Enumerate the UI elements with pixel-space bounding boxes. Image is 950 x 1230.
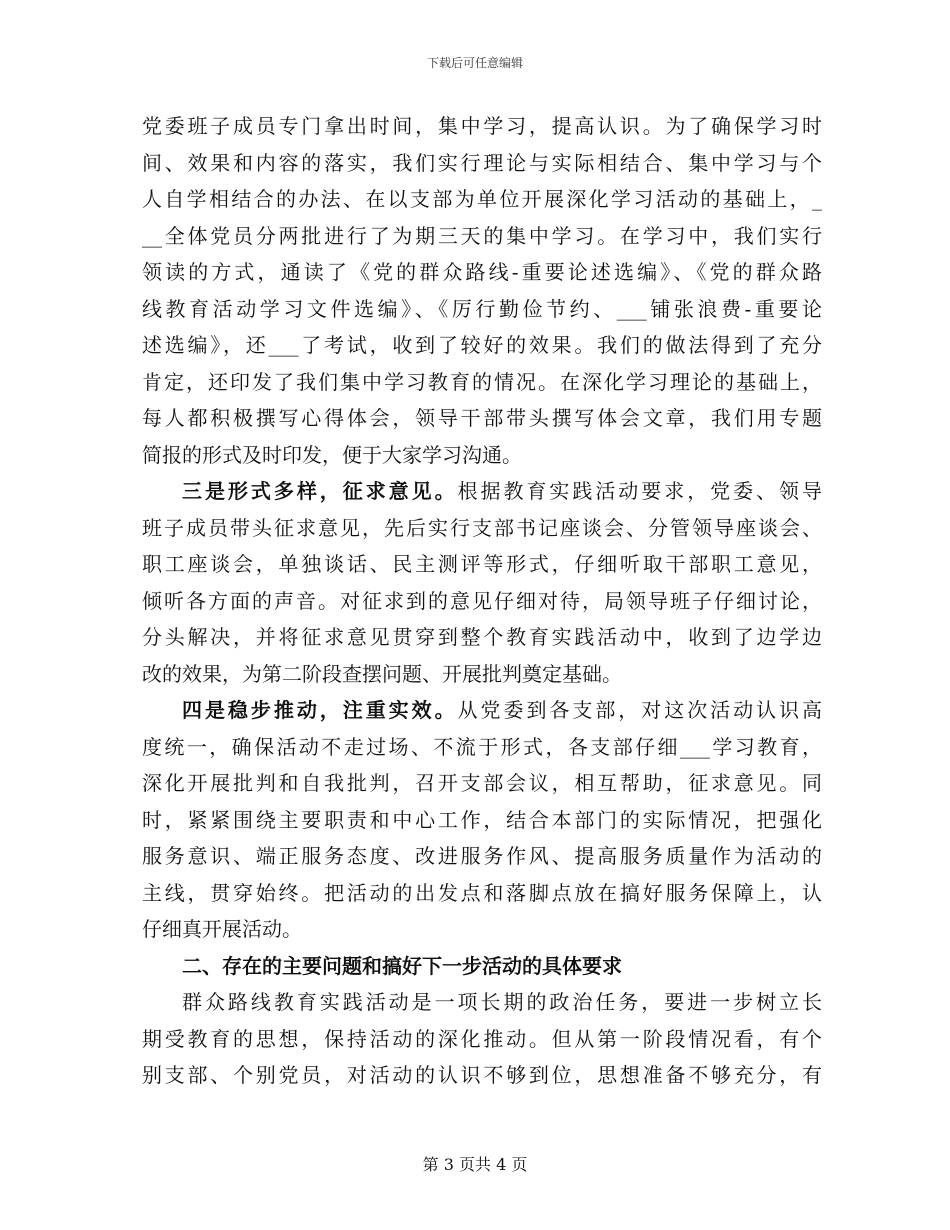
paragraph-lead-rest: 根据教育实践活动要求，党委、领导 [457,479,822,503]
text-line [142,473,822,510]
text-line: 班子成员带头征求意见，先后实行支部书记座谈会、分管领导座谈会、 [142,515,822,540]
text-line: 间、效果和内容的落实，我们实行理论与实际相结合、集中学习与个 [142,150,822,175]
text-line: 倾听各方面的声音。对征求到的意见仔细对待，局领导班子仔细讨论， [142,588,822,613]
section-heading: 二、存在的主要问题和搞好下一步活动的具体要求 [182,953,622,978]
text-line: 线教育活动学习文件选编》、《厉行勤俭节约、___铺张浪费-重要论 [142,296,822,321]
text-line: 期受教育的思想，保持活动的深化推动。但从第一阶段情况看，有个 [142,1026,822,1051]
text-line: 别支部、个别党员，对活动的认识不够到位，思想准备不够充分，有 [142,1063,822,1087]
text-line: 人自学相结合的办法、在以支部为单位开展深化学习活动的基础上，_ [142,187,822,211]
text-line: __全体党员分两批进行了为期三天的集中学习。在学习中，我们实行 [142,223,822,248]
text-line: 每人都积极撰写心得体会，领导干部带头撰写体会文章，我们用专题 [142,406,822,430]
paragraph-opinions [142,473,822,692]
document-body [142,108,822,1094]
text-line: 肯定，还印发了我们集中学习教育的情况。在深化学习理论的基础上， [142,369,822,394]
text-line: 分头解决，并将征求意见贯穿到整个教育实践活动中，收到了边学边 [142,625,822,649]
text-line: 时，紧紧围绕主要职责和中心工作，结合本部门的实际情况，把强化 [142,807,822,832]
text-line: 深化开展批判和自我批判，召开支部会议，相互帮助，征求意见。同 [142,771,822,795]
text-line: 主线，贯穿始终。把活动的出发点和落脚点放在搞好服务保障上，认 [142,880,822,905]
paragraph-lead-rest: 从党委到各支部，对这次活动认识高 [457,698,822,722]
paragraph-study [142,108,822,473]
paragraph-problems [142,984,822,1094]
text-line: 述选编》，还___了考试，收到了较好的效果。我们的做法得到了充分 [142,333,822,357]
text-line: 简报的形式及时印发，便于大家学习沟通。 [142,442,522,467]
text-line: 服务意识、端正服务态度、改进服务作风、提高服务质量作为活动的 [142,844,822,868]
text-line: 改的效果，为第二阶段查摆问题、开展批判奠定基础。 [142,661,622,686]
paragraph-progress [142,692,822,948]
text-line [142,692,822,729]
page-footer: 第 3 页共 4 页 [422,1155,528,1174]
text-line: 职工座谈会，单独谈话、民主测评等形式，仔细听取干部职工意见， [142,552,822,576]
text-line: 领读的方式，通读了《党的群众路线-重要论述选编》、《党的群众路 [142,260,822,284]
page-header: 下载后可任意编辑 [426,56,523,70]
paragraph-lead: 三是形式多样，征求意见。 [182,479,458,503]
text-line: 党委班子成员专门拿出时间，集中学习，提高认识。为了确保学习时 [142,114,822,138]
text-line: 度统一，确保活动不走过场、不流于形式，各支部仔细___学习教育， [142,734,822,759]
text-line: 群众路线教育实践活动是一项长期的政治任务，要进一步树立长 [182,990,822,1014]
paragraph-lead: 四是稳步推动，注重实效。 [182,698,458,722]
text-line: 仔细真开展活动。 [142,917,302,941]
